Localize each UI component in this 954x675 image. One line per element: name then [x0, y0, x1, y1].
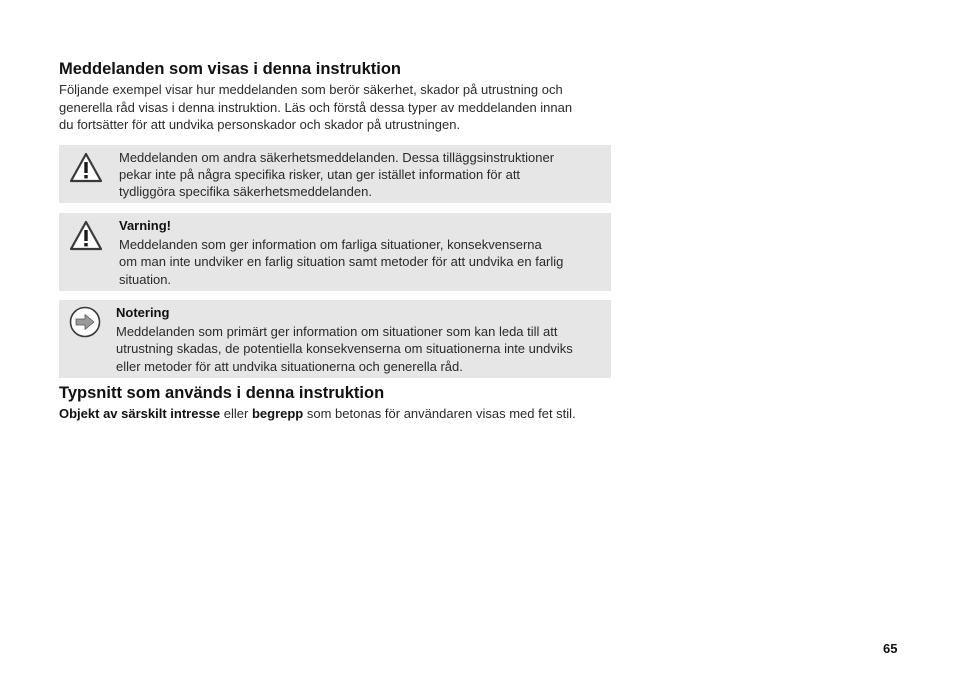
notice-general-text [119, 149, 554, 201]
arrow-right-circle-icon [69, 306, 101, 342]
section-heading-messages: Meddelanden som visas i denna instruktion [59, 60, 401, 78]
bold-term-1: Objekt av särskilt intresse [59, 406, 221, 421]
intro-line: Följande exempel visar hur meddelanden som berör säkerhet, skador på utrustning och [59, 82, 563, 97]
notice-line: pekar inte på några specifika risker, utan ger istället information för att [119, 167, 521, 183]
notice-warning-title: Varning! [119, 217, 172, 233]
notice-line: situation. [119, 271, 172, 287]
page-number: 65 [883, 641, 898, 656]
page-content [59, 58, 611, 421]
notice-line: eller metoder för att undvika situationerna och generella råd. [116, 358, 463, 374]
intro-line: generella råd visas i denna instruktion. Läs och förstå dessa typer av meddelanden innan [59, 99, 573, 115]
notice-line: Meddelanden om andra säkerhetsmeddelanden. Dessa tilläggsinstruktioner [119, 149, 555, 165]
notice-warning [59, 213, 611, 291]
warning-triangle-icon [68, 151, 104, 188]
section-heading-fonts: Typsnitt som används i denna instruktion [59, 384, 385, 402]
intro-line: du fortsätter för att undvika personskador och skador på utrustningen. [59, 117, 461, 133]
notice-general [59, 145, 611, 203]
bold-term-2: begrepp [251, 406, 304, 421]
notice-line: om man inte undviker en farlig situation samt metoder för att undvika en farlig [119, 254, 564, 270]
intro-paragraph [59, 81, 611, 134]
notice-line: tydliggöra specifika säkerhetsmeddelanden. [119, 184, 372, 200]
notice-line: Meddelanden som primärt ger information om situationer som kan leda till att [116, 324, 558, 340]
notice-note-title: Notering [116, 304, 170, 320]
notice-note-text [116, 323, 573, 375]
notice-line: Meddelanden som ger information om farliga situationer, konsekvenserna [119, 237, 542, 253]
warning-triangle-icon [68, 219, 104, 256]
section-fonts [59, 382, 619, 423]
fonts-paragraph [59, 405, 619, 423]
fonts-mid-text: eller [220, 406, 252, 421]
notice-note [59, 300, 611, 378]
notice-warning-text [119, 236, 563, 288]
notice-line: utrustning skadas, de potentiella konsekvenserna om situationerna inte undviks [116, 341, 573, 357]
fonts-rest-text: som betonas för användaren visas med fet stil. [303, 406, 576, 421]
